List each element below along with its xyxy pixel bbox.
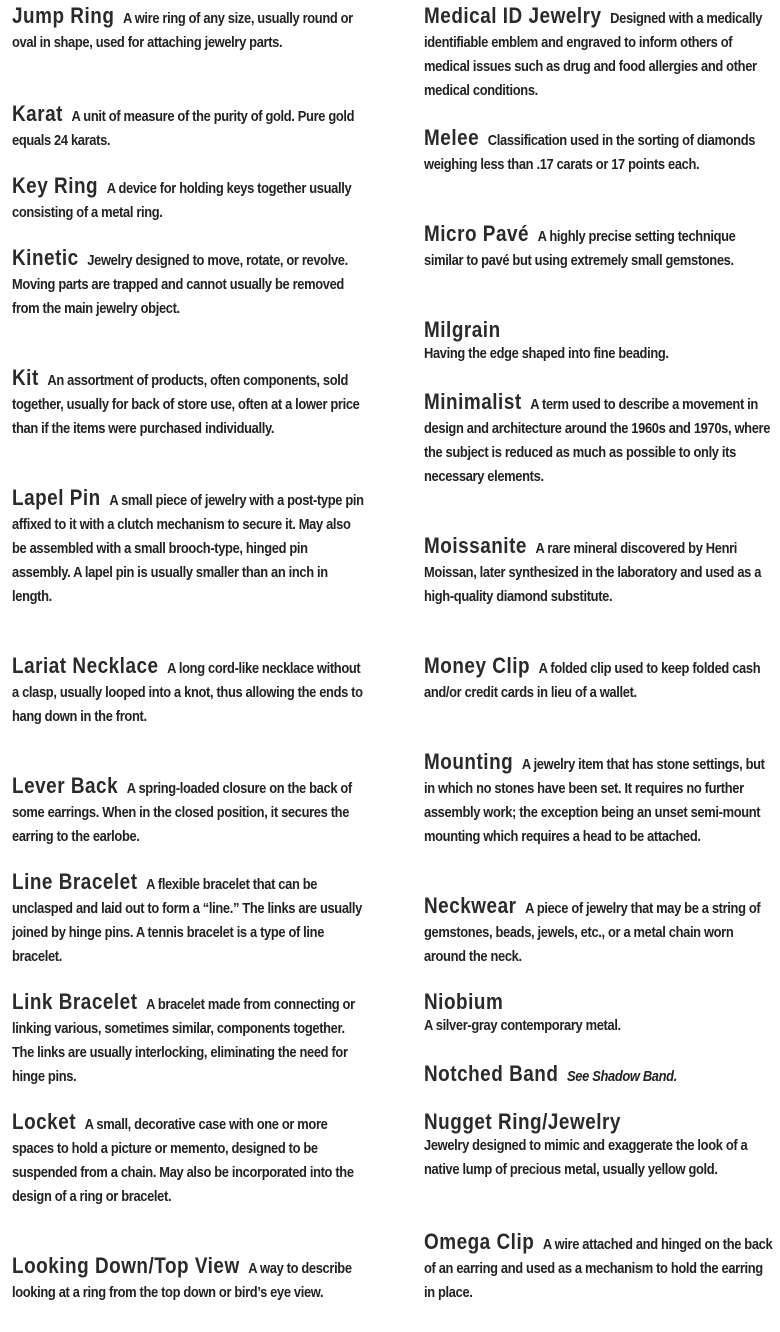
glossary-term: Lapel Pin	[12, 485, 101, 510]
glossary-entry	[12, 990, 367, 1089]
glossary-entry	[424, 4, 773, 103]
glossary-definition: A jewelry item that has stone settings, but in which no stones have been set. It requires no further assembly work; the exception being an unset semi-mount mounting which requires a head to be attached.	[424, 756, 765, 845]
glossary-definition: A bracelet made from connecting or linking various, sometimes similar, components together. The links are usually interlocking, eliminating the need for hinge pins.	[12, 996, 355, 1085]
glossary-term: Omega Clip	[424, 1229, 535, 1254]
glossary-entry	[424, 534, 773, 609]
glossary-term: Kinetic	[12, 245, 79, 270]
glossary-entry	[424, 894, 773, 969]
glossary-definition: A flexible bracelet that can be unclasped and laid out to form a “line.” The links are usually joined by hinge pins. A tennis bracelet is a type of line bracelet.	[12, 876, 362, 965]
glossary-term: Jump Ring	[12, 3, 115, 28]
glossary-term: Key Ring	[12, 173, 99, 198]
glossary-term: Micro Pavé	[424, 221, 530, 246]
glossary-term: Medical ID Jewelry	[424, 3, 602, 28]
glossary-definition: A spring-loaded closure on the back of some earrings. When in the closed position, it secures the earring to the earlobe.	[12, 780, 352, 845]
glossary-definition: Classification used in the sorting of diamonds weighing less than .17 carats or 17 points each.	[424, 132, 756, 173]
glossary-term: Niobium	[424, 989, 504, 1014]
glossary-definition: A silver-gray contemporary metal.	[424, 1017, 621, 1034]
glossary-definition: A small piece of jewelry with a post-type pin affixed to it with a clutch mechanism to secure it. May also be assembled with a small brooch-type, hinged pin assembly. A lapel pin is usually smaller than an inch in length.	[12, 492, 364, 605]
glossary-entry	[424, 990, 773, 1038]
glossary-definition: Having the edge shaped into fine beading.	[424, 345, 669, 362]
glossary-entry	[424, 126, 773, 177]
glossary-term: Link Bracelet	[12, 989, 138, 1014]
glossary-definition: A rare mineral discovered by Henri Moissan, later synthesized in the laboratory and used as a high-quality diamond substitute.	[424, 540, 762, 605]
glossary-entry	[12, 870, 367, 969]
glossary-term: Notched Band	[424, 1061, 559, 1086]
glossary-definition: A small, decorative case with one or more spaces to hold a picture or memento, designed to be suspended from a chain. May also be incorporated into the design of a ring or bracelet.	[12, 1116, 354, 1205]
glossary-term: Moissanite	[424, 533, 527, 558]
glossary-entry	[424, 318, 773, 366]
glossary-term: Money Clip	[424, 653, 531, 678]
glossary-term: Minimalist	[424, 389, 522, 414]
glossary-definition: See Shadow Band.	[567, 1068, 677, 1085]
glossary-term: Karat	[12, 101, 63, 126]
glossary-definition: A highly precise setting technique similar to pavé but using extremely small gemstones.	[424, 228, 736, 269]
glossary-definition: A wire ring of any size, usually round or oval in shape, used for attaching jewelry parts.	[12, 10, 353, 51]
glossary-term: Kit	[12, 365, 39, 390]
glossary-definition: A device for holding keys together usually consisting of a metal ring.	[12, 180, 352, 221]
glossary-definition: A wire attached and hinged on the back of an earring and used as a mechanism to hold the earring in place.	[424, 1236, 773, 1301]
glossary-entry	[12, 102, 367, 153]
glossary-term: Nugget Ring/Jewelry	[424, 1109, 621, 1134]
glossary-entry	[424, 1110, 773, 1182]
glossary-definition: A term used to describe a movement in design and architecture around the 1960s and 1970s, where the subject is reduced as much as possible to only its necessary elements.	[424, 396, 771, 485]
glossary-entry	[12, 366, 367, 441]
glossary-term: Lariat Necklace	[12, 653, 159, 678]
glossary-term: Line Bracelet	[12, 869, 138, 894]
glossary-term: Locket	[12, 1109, 77, 1134]
glossary-entry	[12, 774, 367, 849]
glossary-entry	[12, 174, 367, 225]
glossary-definition: A long cord-like necklace without a clasp, usually looped into a knot, thus allowing the ends to hang down in the front.	[12, 660, 363, 725]
glossary-entry	[12, 1254, 367, 1305]
glossary-definition: A folded clip used to keep folded cash and/or credit cards in lieu of a wallet.	[424, 660, 761, 701]
glossary-entry	[424, 1230, 773, 1305]
glossary-entry	[12, 486, 367, 609]
glossary-definition: Jewelry designed to move, rotate, or revolve. Moving parts are trapped and cannot usually be removed from the main jewelry object.	[12, 252, 348, 317]
glossary-term: Melee	[424, 125, 480, 150]
glossary-term: Looking Down/Top View	[12, 1253, 240, 1278]
glossary-entry	[424, 654, 773, 705]
glossary-definition: A unit of measure of the purity of gold. Pure gold equals 24 karats.	[12, 108, 355, 149]
glossary-definition: An assortment of products, often components, sold together, usually for back of store use, often at a lower price than if the items were purchased individually.	[12, 372, 360, 437]
glossary-entry	[12, 654, 367, 729]
glossary-entry	[424, 1062, 773, 1089]
glossary-entry	[12, 1110, 367, 1209]
glossary-term: Mounting	[424, 749, 514, 774]
glossary-entry	[424, 390, 773, 489]
glossary-definition: Designed with a medically identifiable emblem and engraved to inform others of medical issues such as drug and food allergies and other medical conditions.	[424, 10, 763, 99]
glossary-term: Milgrain	[424, 317, 501, 342]
glossary-entry	[424, 750, 773, 849]
glossary-term: Lever Back	[12, 773, 119, 798]
glossary-entry	[12, 4, 367, 55]
glossary-entry	[424, 222, 773, 273]
glossary-term: Neckwear	[424, 893, 517, 918]
glossary-definition: A piece of jewelry that may be a string of gemstones, beads, jewels, etc., or a metal chain worn around the neck.	[424, 900, 761, 965]
glossary-entry	[12, 246, 367, 321]
glossary-definition: Jewelry designed to mimic and exaggerate the look of a native lump of precious metal, usually yellow gold.	[424, 1137, 748, 1178]
glossary-definition: A way to describe looking at a ring from the top down or bird’s eye view.	[12, 1260, 352, 1301]
